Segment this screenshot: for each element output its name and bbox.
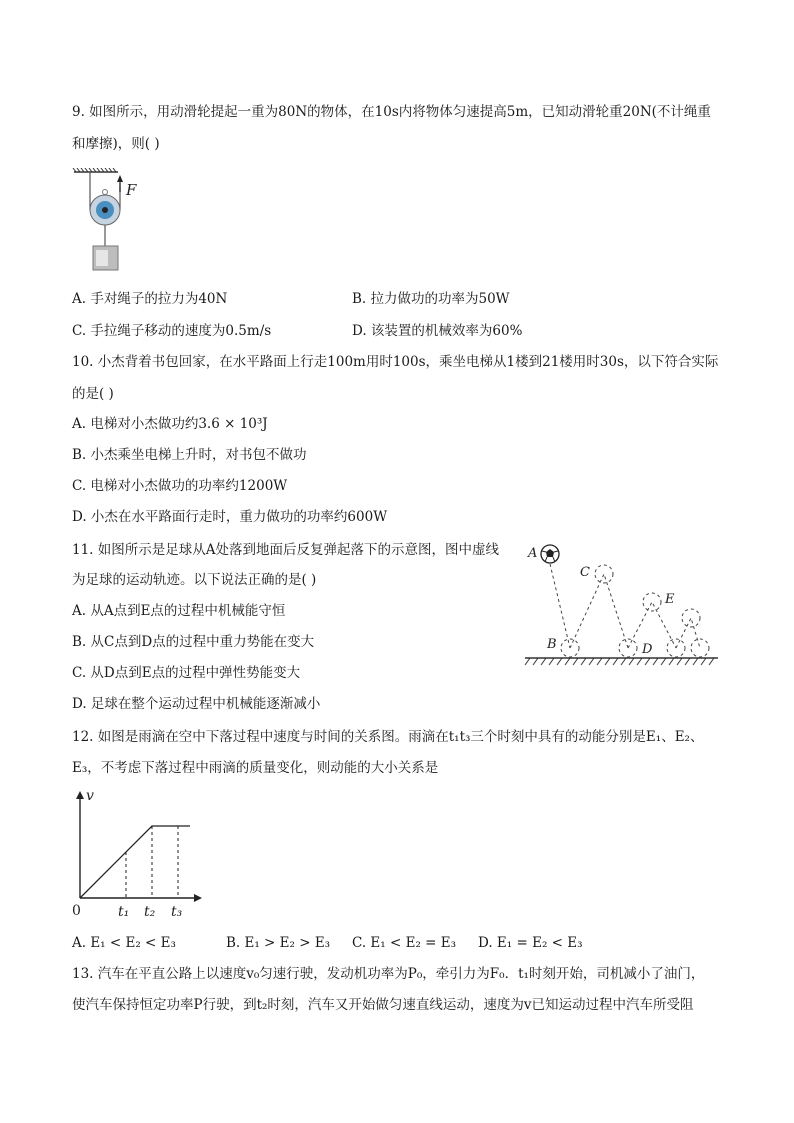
q11-option-a: A. 从A点到E点的过程中机械能守恒 <box>72 603 286 619</box>
q11-option-c: C. 从D点到E点的过程中弹性势能变大 <box>72 665 301 681</box>
t2-label: t₂ <box>144 904 156 920</box>
q9-stem-line2: 和摩擦)，则( ) <box>72 136 160 152</box>
q10-option-a: A. 电梯对小杰做功约3.6 × 10³J <box>72 416 268 432</box>
q13-stem-line2: 使汽车保持恒定功率P行驶，到t₂时刻，汽车又开始做匀速直线运动，速度为v已知运动过程中汽车所受阻 <box>72 997 694 1013</box>
q10-option-d: D. 小杰在水平路面行走时，重力做功的功率约600W <box>72 509 388 525</box>
origin-label: 0 <box>72 903 81 919</box>
q9-option-c: C. 手拉绳子移动的速度为0.5m/s <box>72 323 272 339</box>
force-label: F <box>126 181 137 199</box>
t1-label: t₁ <box>118 904 130 920</box>
q9-stem-line1: 9. 如图所示，用动滑轮提起一重为80N的物体，在10s内将物体匀速提高5m，已知动滑轮重20N(不计绳重 <box>72 104 711 120</box>
t3-label: t₃ <box>171 904 183 920</box>
q12-option-b: B. E₁ > E₂ > E₃ <box>226 935 331 951</box>
q13-stem-line1: 13. 汽车在平直公路上以速度v₀匀速行驶，发动机功率为P₀，牵引力为F₀．t₁时刻开始，司机减小了油门， <box>72 966 705 982</box>
q11-stem-line1: 11. 如图所示是足球从A处落到地面后反复弹起落下的示意图，图中虚线 <box>72 542 500 558</box>
q12-option-d: D. E₁ = E₂ < E₃ <box>478 935 583 951</box>
q9-option-d: D. 该装置的机械效率为60% <box>352 323 523 339</box>
q11-option-d: D. 足球在整个运动过程中机械能逐渐减小 <box>72 696 321 712</box>
q11-stem-line2: 为足球的运动轨迹。以下说法正确的是( ) <box>72 572 317 588</box>
q11-option-b: B. 从C点到D点的过程中重力势能在变大 <box>72 634 315 650</box>
q12-stem-line1: 12. 如图是雨滴在空中下落过程中速度与时间的关系图。雨滴在t₁t₃三个时刻中具有的动能分别是E₁、E₂、 <box>72 729 704 745</box>
label-c: C <box>580 565 590 580</box>
bouncing-ball-figure <box>520 538 720 666</box>
label-e: E <box>665 592 675 607</box>
label-d: D <box>642 642 653 657</box>
q10-stem-line2: 的是( ) <box>72 386 114 402</box>
y-axis-label: v <box>86 788 94 804</box>
velocity-time-graph <box>70 786 210 922</box>
q12-option-a: A. E₁ < E₂ < E₃ <box>72 935 176 951</box>
q10-option-c: C. 电梯对小杰做功的功率约1200W <box>72 478 288 494</box>
q12-stem-line2: E₃，不考虑下落过程中雨滴的质量变化，则动能的大小关系是 <box>72 760 439 776</box>
label-b: B <box>547 637 557 652</box>
label-a: A <box>528 546 538 561</box>
pulley-figure <box>70 168 150 274</box>
q10-stem-line1: 10. 小杰背着书包回家，在水平路面上行走100m用时100s，乘坐电梯从1楼到21楼用时30s，以下符合实际 <box>72 354 719 370</box>
q12-option-c: C. E₁ < E₂ = E₃ <box>352 935 457 951</box>
q9-option-b: B. 拉力做功的功率为50W <box>352 291 510 307</box>
q9-option-a: A. 手对绳子的拉力为40N <box>72 291 228 307</box>
q10-option-b: B. 小杰乘坐电梯上升时，对书包不做功 <box>72 447 307 463</box>
